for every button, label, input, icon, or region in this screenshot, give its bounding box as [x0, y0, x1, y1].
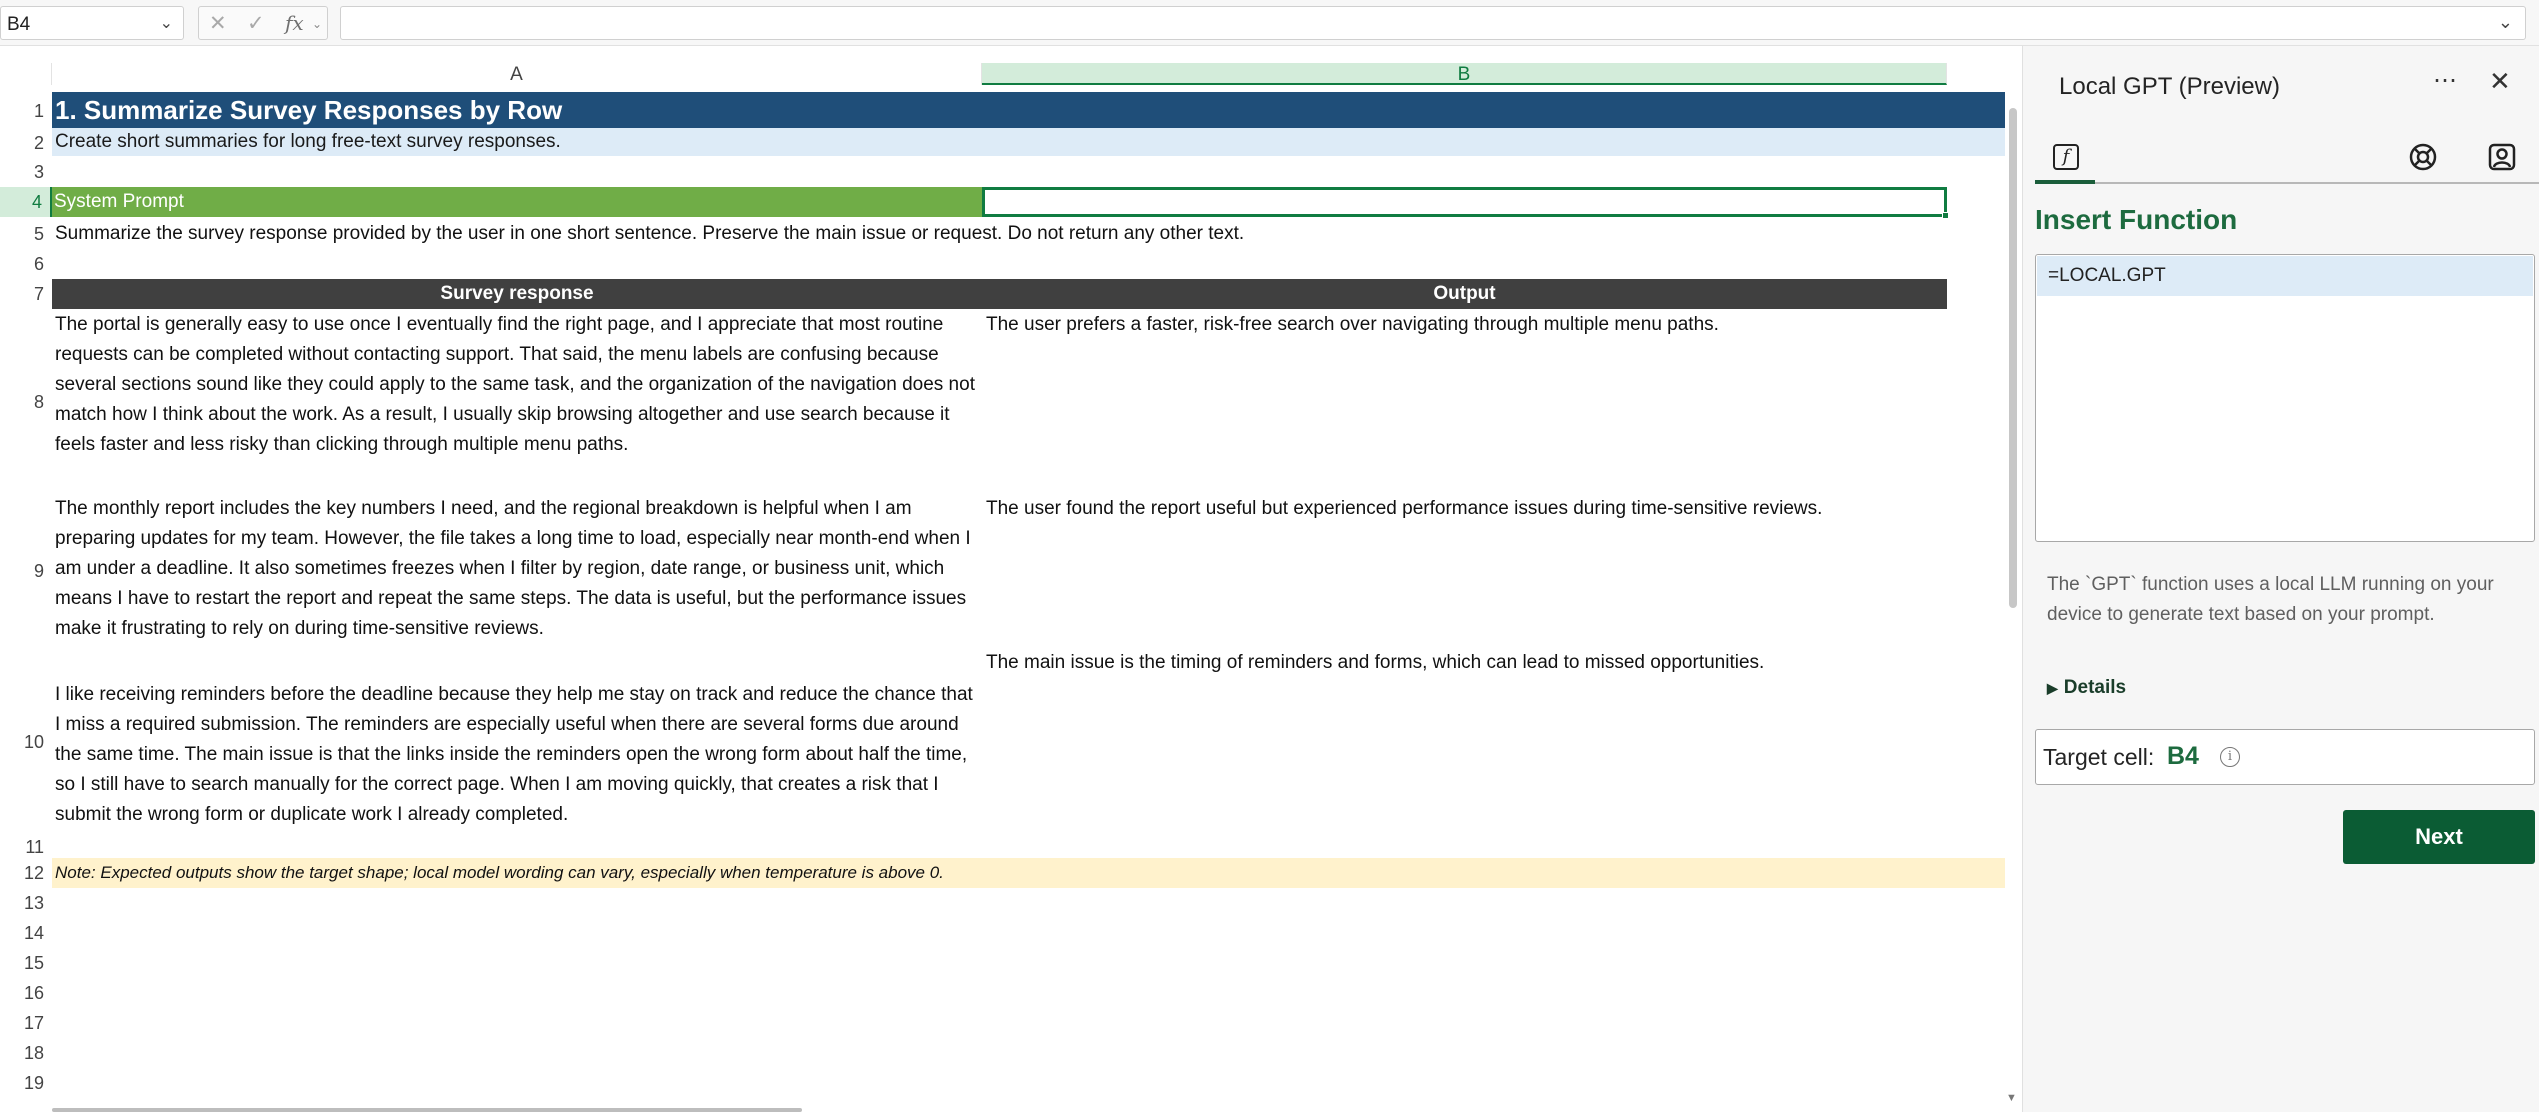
info-icon[interactable]: i [2220, 747, 2240, 767]
insert-function-heading: Insert Function [2035, 204, 2238, 235]
row-header[interactable]: 9 [33, 561, 44, 581]
tab-function[interactable] [2035, 134, 2095, 184]
pane-title: Local GPT (Preview) [2059, 73, 2280, 100]
name-box[interactable] [0, 6, 184, 40]
triangle-right-icon: ▶ [2047, 680, 2058, 696]
insert-function-icon[interactable]: fx [285, 11, 304, 35]
function-description: The `GPT` function uses a local LLM running on your device to generate text based on your prompt. [2047, 574, 2494, 625]
output-cell[interactable]: The user found the report useful but experienced performance issues during time-sensitive reviews. [986, 498, 1823, 519]
system-prompt-label[interactable]: System Prompt [52, 187, 982, 217]
active-cell-b4[interactable] [982, 187, 1947, 217]
row-header[interactable]: 7 [33, 284, 44, 304]
function-suggestion[interactable]: =LOCAL.GPT [2037, 256, 2533, 296]
row-header[interactable]: 4 [0, 187, 52, 217]
check-icon[interactable]: ✓ [247, 12, 265, 35]
help-icon[interactable] [2408, 142, 2438, 172]
target-cell-label: Target cell: [2043, 744, 2155, 770]
row-header[interactable]: 17 [23, 1013, 44, 1033]
row-header[interactable]: 14 [23, 923, 44, 943]
row-header[interactable]: 8 [33, 392, 44, 412]
sheet-title[interactable]: 1. Summarize Survey Responses by Row [52, 92, 2005, 128]
survey-response-cell[interactable]: I like receiving reminders before the deadline because they help me stay on track and reduce the chance that I miss a required submission. The reminders are especially useful when there are several forms due around the same time. The main issue is that the links inside the reminders open the wrong form about half the time, so I still have to search manually for the correct page. When I am moving quickly, that creates a risk that I submit the wrong form or duplicate work I already completed. [55, 684, 973, 825]
close-icon[interactable]: ✕ [2489, 66, 2511, 96]
row-header[interactable]: 10 [23, 732, 44, 752]
expand-formula-bar-icon[interactable]: ⌄ [2497, 12, 2513, 32]
function-icon: f [2053, 144, 2079, 170]
output-cell[interactable]: The user prefers a faster, risk-free search over navigating through multiple menu paths. [986, 314, 1719, 335]
account-icon[interactable] [2487, 142, 2517, 172]
row-header[interactable]: 5 [33, 224, 44, 244]
row-header[interactable]: 13 [23, 893, 44, 913]
formula-buttons [198, 6, 328, 40]
row-header[interactable]: 18 [23, 1043, 44, 1063]
row-header[interactable]: 19 [23, 1073, 44, 1093]
details-label: Details [2063, 677, 2127, 698]
function-input[interactable] [2035, 254, 2535, 542]
cancel-icon[interactable]: ✕ [209, 12, 227, 35]
pane-tabs [2035, 134, 2539, 184]
survey-response-cell[interactable]: The portal is generally easy to use once I eventually find the right page, and I appreciate that most routine requests can be completed without contacting support. That said, the menu labels are confusing because several sections sound like they could apply to the same task, and the organization of the navigation does not match how I think about the work. As a result, I usually skip browsing altogether and use search because it feels faster and less risky than clicking through multiple menu paths. [55, 314, 975, 455]
column-headers [0, 63, 2010, 85]
row-header[interactable]: 3 [33, 162, 44, 182]
scroll-down-icon[interactable]: ▼ [2006, 1092, 2017, 1104]
horizontal-scrollbar[interactable] [52, 1108, 802, 1112]
next-button[interactable]: Next [2343, 810, 2535, 864]
target-cell-value: B4 [2167, 742, 2199, 770]
formula-input[interactable] [340, 6, 2526, 40]
header-output[interactable]: Output [982, 279, 1947, 309]
spreadsheet-grid[interactable] [0, 46, 2020, 1112]
row-header[interactable]: 2 [33, 133, 44, 153]
name-box-value: B4 [7, 14, 31, 35]
select-all-corner[interactable] [0, 63, 52, 85]
target-cell-box[interactable] [2035, 729, 2535, 785]
more-icon[interactable]: ⋯ [2433, 67, 2458, 94]
chevron-down-icon[interactable]: ⌄ [159, 15, 173, 32]
row-header[interactable]: 11 [25, 837, 44, 857]
row-header[interactable]: 6 [33, 254, 44, 274]
header-survey-response[interactable]: Survey response [52, 279, 982, 309]
note-cell[interactable]: Note: Expected outputs show the target shape; local model wording can vary, especially when temperature is above 0. [52, 858, 2005, 888]
column-header-b[interactable]: B [982, 63, 1947, 85]
row-header[interactable]: 16 [23, 983, 44, 1003]
chevron-down-icon[interactable]: ⌄ [312, 17, 323, 31]
survey-response-cell[interactable]: The monthly report includes the key numbers I need, and the regional breakdown is helpful when I am preparing updates for my team. However, the file takes a long time to load, especially near month-end when I am under a deadline. It also sometimes freezes when I filter by region, date range, or business unit, which means I have to restart the report and repeat the same steps. The data is useful, but the performance issues make it frustrating to rely on during time-sensitive reviews. [55, 498, 971, 639]
formula-bar [0, 0, 2539, 46]
column-header-a[interactable]: A [52, 63, 982, 85]
row-header[interactable]: 12 [23, 863, 44, 883]
details-toggle[interactable] [2047, 677, 2126, 699]
system-prompt-text[interactable]: Summarize the survey response provided by the user in one short sentence. Preserve the main issue or request. Do not return any other text. [55, 223, 1245, 244]
task-pane [2022, 46, 2539, 1112]
row-header[interactable]: 15 [23, 953, 44, 973]
output-cell[interactable]: The main issue is the timing of reminders and forms, which can lead to missed opportunities. [986, 652, 1765, 673]
vertical-scrollbar[interactable] [2009, 108, 2017, 608]
row-header[interactable]: 1 [33, 101, 44, 121]
fill-handle[interactable] [1942, 212, 1949, 219]
sheet-subtitle[interactable]: Create short summaries for long free-text survey responses. [52, 128, 2005, 156]
